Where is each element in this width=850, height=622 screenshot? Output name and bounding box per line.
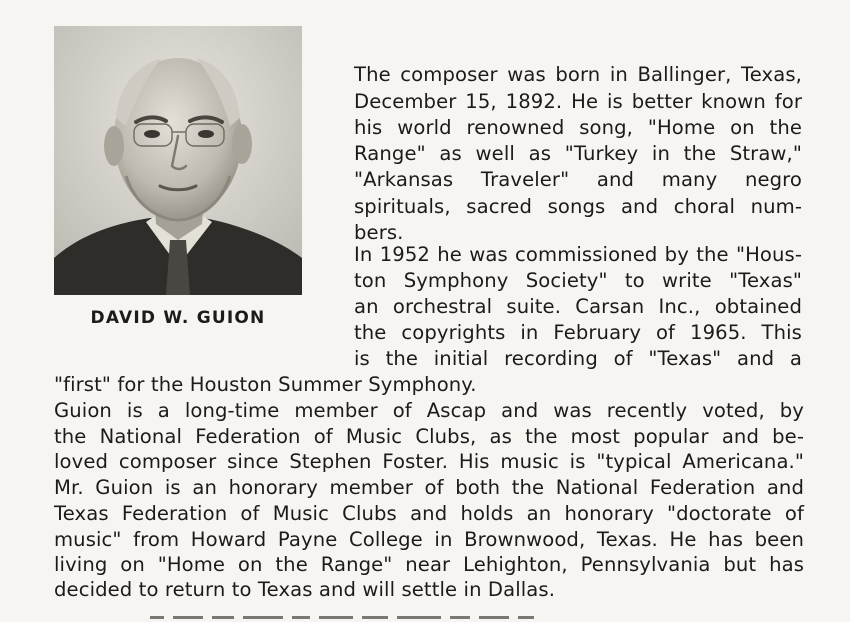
bio-line: "first" for the Houston Summer Symphony. (54, 373, 477, 396)
portrait-caption: DAVID W. GUION (90, 308, 266, 328)
bio-line: Range" as well as "Turkey in the Straw," (354, 142, 802, 165)
bio-line: is the initial recording of "Texas" and a (354, 347, 802, 370)
bio-line: an orchestral suite. Carsan Inc., obtained (354, 295, 802, 318)
bio-line: December 15, 1892. He is better known for (354, 90, 802, 113)
bio-line: spirituals, sacred songs and choral num- (354, 195, 802, 218)
bio-line: decided to return to Texas and will settle in Dallas. (54, 578, 556, 601)
bio-line: living on "Home on the Range" near Lehighton, Pennsylvania but has (54, 553, 804, 576)
bio-line: the copyrights in February of 1965. This (354, 321, 802, 344)
bio-line: bers. (354, 221, 404, 244)
bio-line: In 1952 he was commissioned by the "Hous- (354, 243, 802, 266)
bio-line: music" from Howard Payne College in Brownwood, Texas. He has been (54, 528, 804, 551)
bio-line: Texas Federation of Music Clubs and holds an honorary "doctorate of (54, 502, 804, 525)
bio-line: "Arkansas Traveler" and many negro (354, 168, 802, 191)
bio-line: loved composer since Stephen Foster. His music is "typical Americana." (54, 450, 804, 473)
portrait-photo (54, 26, 302, 295)
bio-line: Mr. Guion is an honorary member of both the National Federation and (54, 476, 804, 499)
bio-line: The composer was born in Ballinger, Texas, (354, 63, 802, 86)
bio-line: the National Federation of Music Clubs, as the most popular and be- (54, 425, 804, 448)
bio-line: ton Symphony Society" to write "Texas" (354, 269, 802, 292)
bio-line: his world renowned song, "Home on the (354, 116, 802, 139)
bio-line: Guion is a long-time member of Ascap and was recently voted, by (54, 399, 804, 422)
cropped-footer-text (150, 612, 630, 622)
